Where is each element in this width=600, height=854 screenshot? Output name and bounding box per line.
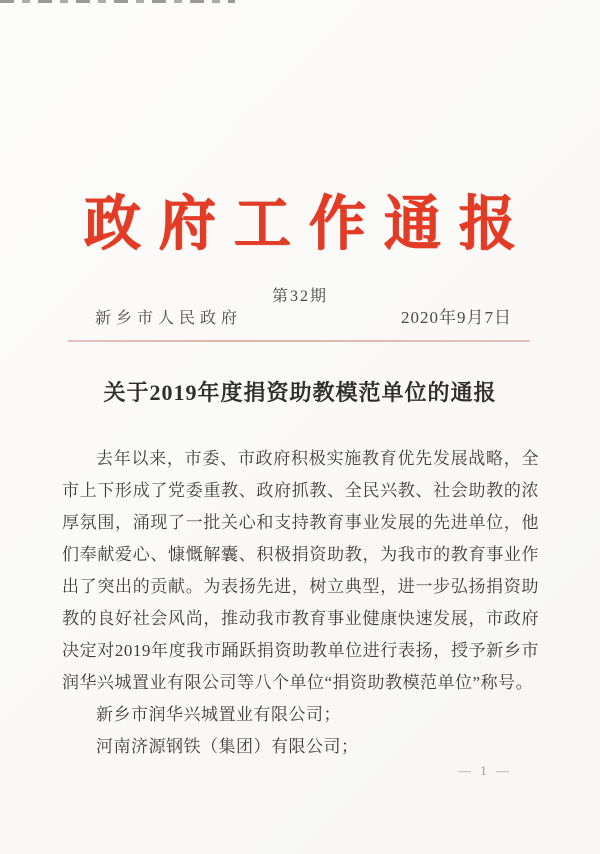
honored-unit-item: 河南济源钢铁（集团）有限公司；: [96, 737, 359, 756]
header-divider-line: [68, 340, 530, 342]
masthead-title: 政府工作通报: [84, 191, 534, 258]
document-title: 关于2019年度捐资助教模范单位的通报: [103, 380, 497, 405]
page-number: — 1 —: [458, 763, 512, 778]
document-body: [62, 443, 539, 763]
scan-edge-artifact: [0, 0, 235, 3]
body-paragraph: 去年以来，市委、市政府积极实施教育优先发展战略，全市上下形成了党委重教、政府抓教、全民兴教、社会助教的浓厚氛围，涌现了一批关心和支持教育事业发展的先进单位，他们奉献爱心、慷慨解囊、积极捐资助教，为我市的教育事业作出了突出的贡献。为表扬先进，树立典型，进一步弘扬捐资助教的良好社会风尚，推动我市教育事业健康快速发展，市政府决定对2019年度我市踊跃捐资助教单位进行表扬，授予新乡市润华兴城置业有限公司等八个单位“捐资助教模范单位”称号。: [62, 449, 539, 692]
publish-date: 2020年9月7日: [401, 308, 512, 327]
honored-unit-item: 新乡市润华兴城置业有限公司；: [96, 705, 341, 724]
issue-number: 第32期: [271, 288, 328, 305]
issuing-agency: 新乡市人民政府: [95, 310, 243, 327]
header-row: [95, 303, 512, 328]
